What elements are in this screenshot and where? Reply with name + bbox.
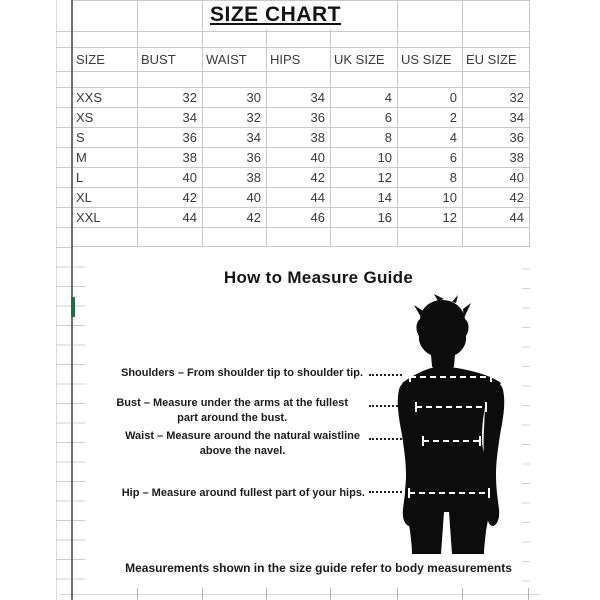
hip-text: Hip – Measure around fullest part of your hips. (121, 487, 365, 499)
row-gridline-stubs-left (56, 88, 72, 248)
bust-text-line1: Bust – Measure under the arms at the fullest (116, 397, 348, 409)
waist-cell: 36 (203, 148, 267, 168)
header-row (73, 48, 530, 72)
us-cell: 2 (398, 108, 463, 128)
header-us-size: US SIZE (398, 48, 463, 72)
header-eu-size: EU SIZE (463, 48, 530, 72)
size-cell: L (73, 168, 138, 188)
row-gridline-stub (56, 71, 72, 72)
eu-cell: 34 (463, 108, 530, 128)
uk-cell: 4 (331, 88, 398, 108)
eu-cell: 42 (463, 188, 530, 208)
column-tick (397, 588, 398, 600)
column-tick (462, 588, 463, 600)
waist-text-line1: Waist – Measure around the natural waistline (125, 430, 360, 442)
table-row-xxl (73, 208, 530, 228)
waist-cell: 40 (203, 188, 267, 208)
hips-cell: 38 (267, 128, 331, 148)
size-cell: XXL (73, 208, 138, 228)
female-body-silhouette (368, 291, 533, 556)
column-tick (528, 588, 529, 600)
size-cell: XL (73, 188, 138, 208)
size-table (72, 0, 530, 247)
spacer-row (73, 72, 530, 88)
table-row-xs (73, 108, 530, 128)
measure-guide-panel (85, 250, 522, 588)
eu-cell: 32 (463, 88, 530, 108)
spacer-row (73, 228, 530, 247)
column-tick (202, 588, 203, 600)
eu-cell: 38 (463, 148, 530, 168)
header-waist: WAIST (203, 48, 267, 72)
measure-guide-title: How to Measure Guide (223, 268, 414, 287)
uk-cell: 8 (331, 128, 398, 148)
table-row-xl (73, 188, 530, 208)
hips-cell: 44 (267, 188, 331, 208)
waist-cell: 30 (203, 88, 267, 108)
bust-cell: 34 (138, 108, 203, 128)
eu-cell: 36 (463, 128, 530, 148)
uk-cell: 12 (331, 168, 398, 188)
uk-cell: 6 (331, 108, 398, 128)
bust-cell: 32 (138, 88, 203, 108)
body-shape (398, 294, 504, 554)
hips-cell: 36 (267, 108, 331, 128)
uk-cell: 14 (331, 188, 398, 208)
active-cell-indicator (71, 297, 75, 317)
shoulders-text: Shoulders – From shoulder tip to shoulder tip. (120, 367, 363, 379)
bust-cell: 38 (138, 148, 203, 168)
header-uk-size: UK SIZE (331, 48, 398, 72)
us-cell: 8 (398, 168, 463, 188)
us-cell: 0 (398, 88, 463, 108)
header-bust: BUST (138, 48, 203, 72)
table-row-m (73, 148, 530, 168)
measure-label-shoulders (121, 366, 363, 381)
table-row-s (73, 128, 530, 148)
waist-cell: 32 (203, 108, 267, 128)
size-cell: XS (73, 108, 138, 128)
bust-text-line2: part around the bust. (177, 412, 288, 424)
bust-cell: 44 (138, 208, 203, 228)
bust-cell: 42 (138, 188, 203, 208)
eu-cell: 40 (463, 168, 530, 188)
column-tick (330, 588, 331, 600)
us-cell: 12 (398, 208, 463, 228)
size-cell: S (73, 128, 138, 148)
bottom-gridline (60, 594, 540, 595)
page-title: SIZE CHART (204, 1, 347, 29)
eu-cell: 44 (463, 208, 530, 228)
uk-cell: 10 (331, 148, 398, 168)
hips-cell: 40 (267, 148, 331, 168)
us-cell: 10 (398, 188, 463, 208)
hips-cell: 42 (267, 168, 331, 188)
measure-guide-footer: Measurements shown in the size guide refer to body measurements (125, 561, 512, 575)
row-gridline-stub (56, 31, 72, 32)
header-size: SIZE (73, 48, 138, 72)
hips-cell: 34 (267, 88, 331, 108)
waist-cell: 34 (203, 128, 267, 148)
column-tick (137, 588, 138, 600)
bust-cell: 40 (138, 168, 203, 188)
bust-cell: 36 (138, 128, 203, 148)
hips-cell: 46 (267, 208, 331, 228)
measure-label-waist (125, 429, 360, 459)
us-cell: 4 (398, 128, 463, 148)
table-row-xxs (73, 88, 530, 108)
column-tick (266, 588, 267, 600)
measure-label-hip (122, 486, 365, 501)
spacer-row (73, 32, 530, 48)
row-gridline-stub (56, 47, 72, 48)
size-cell: M (73, 148, 138, 168)
table-row-l (73, 168, 530, 188)
size-cell: XXS (73, 88, 138, 108)
uk-cell: 16 (331, 208, 398, 228)
us-cell: 6 (398, 148, 463, 168)
measure-label-bust (116, 396, 348, 426)
waist-cell: 38 (203, 168, 267, 188)
header-hips: HIPS (267, 48, 331, 72)
waist-text-line2: above the navel. (199, 445, 286, 457)
waist-cell: 42 (203, 208, 267, 228)
